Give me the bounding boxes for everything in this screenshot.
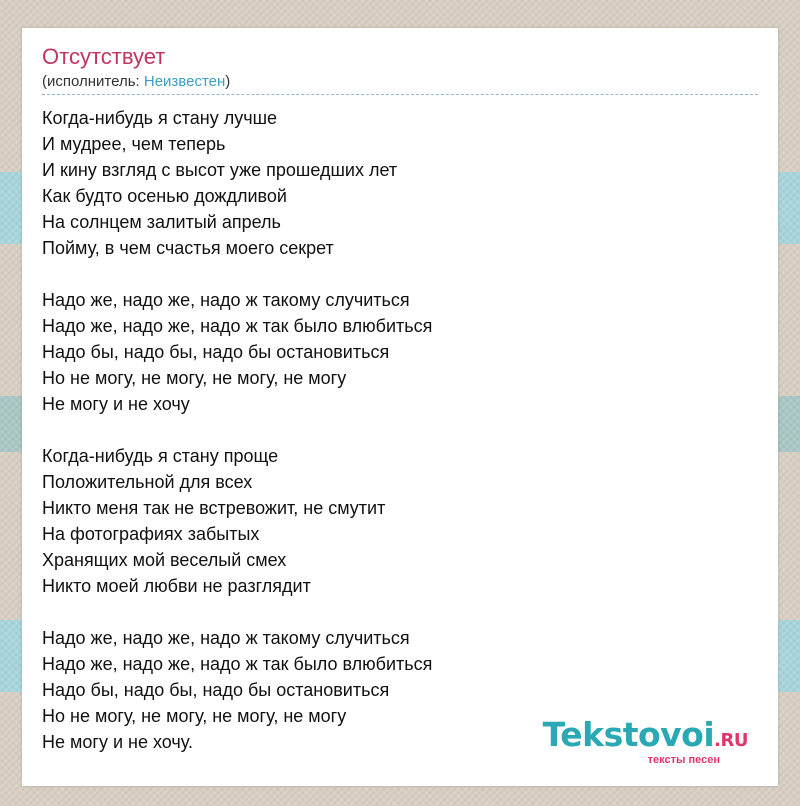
- lyric-line: Не могу и не хочу: [42, 394, 190, 414]
- lyric-line: Как будто осенью дождливой: [42, 186, 287, 206]
- stanza: [42, 287, 758, 417]
- lyric-line: Но не могу, не могу, не могу, не могу: [42, 706, 347, 726]
- lyrics-card: [22, 28, 778, 786]
- lyric-line: Когда-нибудь я стану проще: [42, 446, 279, 466]
- logo-wordmark: [543, 717, 748, 759]
- artist-suffix: ): [225, 73, 231, 90]
- lyric-line: Надо бы, надо бы, надо бы остановиться: [42, 342, 390, 362]
- lyric-line: На солнцем залитый апрель: [42, 212, 281, 232]
- artist-line: [42, 72, 758, 95]
- stanza: [42, 443, 758, 599]
- lyric-line: Надо же, надо же, надо ж такому случиться: [42, 290, 410, 310]
- lyric-line: Надо же, надо же, надо ж так было влюбиться: [42, 654, 433, 674]
- lyric-line: На фотографиях забытых: [42, 524, 260, 544]
- lyric-line: Когда-нибудь я стану лучше: [42, 108, 278, 128]
- lyric-line: Никто моей любви не разглядит: [42, 576, 311, 596]
- lyric-line: Не могу и не хочу.: [42, 732, 193, 752]
- lyric-line: Надо же, надо же, надо ж такому случиться: [42, 628, 410, 648]
- lyric-line: Надо же, надо же, надо ж так было влюбиться: [42, 316, 433, 336]
- artist-link[interactable]: Неизвестен: [143, 73, 226, 90]
- lyric-line: Положительной для всех: [42, 472, 253, 492]
- lyric-line: Пойму, в чем счастья моего секрет: [42, 238, 334, 258]
- lyric-line: Никто меня так не встревожит, не смутит: [42, 498, 386, 518]
- logo-tagline: тексты песен: [647, 754, 720, 766]
- song-title: Отсутствует: [42, 44, 166, 69]
- lyric-line: И мудрее, чем теперь: [42, 134, 226, 154]
- lyric-line: Надо бы, надо бы, надо бы остановиться: [42, 680, 390, 700]
- lyric-line: Но не могу, не могу, не могу, не могу: [42, 368, 347, 388]
- lyrics-body: [42, 105, 758, 755]
- stanza: [42, 105, 758, 261]
- artist-prefix: (исполнитель:: [42, 73, 144, 90]
- lyric-line: И кину взгляд с высот уже прошедших лет: [42, 160, 398, 180]
- lyric-line: Хранящих мой веселый смех: [42, 550, 287, 570]
- site-logo[interactable]: [543, 717, 748, 766]
- logo-name: Tekstovoi: [542, 715, 715, 754]
- logo-domain: .RU: [714, 730, 748, 751]
